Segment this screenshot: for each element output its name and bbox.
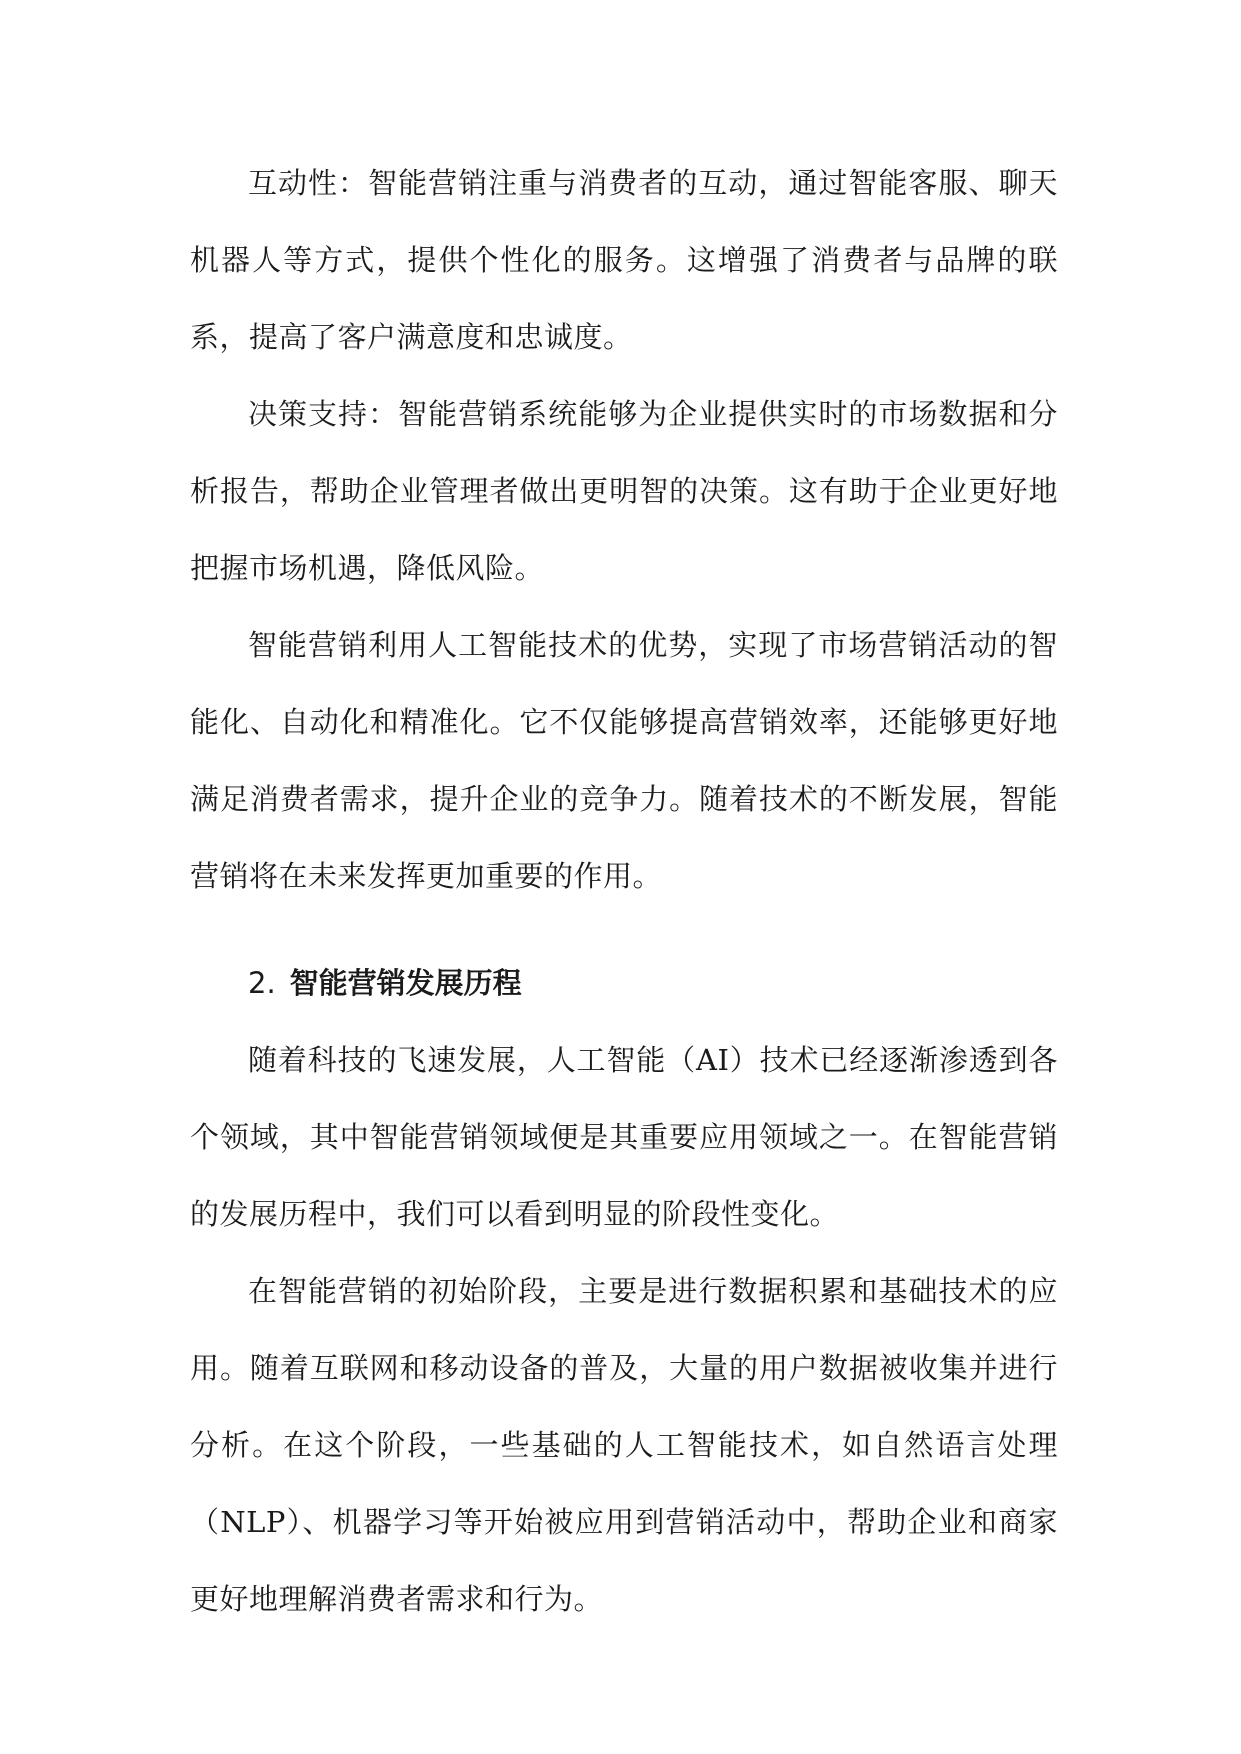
paragraph-development-intro: 随着科技的飞速发展，人工智能（AI）技术已经逐渐渗透到各个领域，其中智能营销领域便是其重要应用领域之一。在智能营销的发展历程中，我们可以看到明显的阶段性变化。 xyxy=(190,1043,1058,1231)
paragraph-interactivity: 互动性：智能营销注重与消费者的互动，通过智能客服、聊天机器人等方式，提供个性化的服务。这增强了消费者与品牌的联系，提高了客户满意度和忠诚度。 xyxy=(190,166,1058,354)
paragraph-initial-stage: 在智能营销的初始阶段，主要是进行数据积累和基础技术的应用。随着互联网和移动设备的普及，大量的用户数据被收集并进行分析。在这个阶段，一些基础的人工智能技术，如自然语言处理（NLP）、机器学习等开始被应用到营销活动中，帮助企业和商家更好地理解消费者需求和行为。 xyxy=(190,1274,1058,1616)
section-heading xyxy=(190,945,1058,1022)
section-title: 智能营销发展历程 xyxy=(289,966,522,1000)
paragraph-summary: 智能营销利用人工智能技术的优势，实现了市场营销活动的智能化、自动化和精准化。它不仅能够提高营销效率，还能够更好地满足消费者需求，提升企业的竞争力。随着技术的不断发展，智能营销将在未来发挥更加重要的作用。 xyxy=(190,628,1058,893)
paragraph-decision-support: 决策支持：智能营销系统能够为企业提供实时的市场数据和分析报告，帮助企业管理者做出更明智的决策。这有助于企业更好地把握市场机遇，降低风险。 xyxy=(190,397,1058,585)
section-number: 2. xyxy=(248,966,276,1000)
document-body xyxy=(190,145,1058,1638)
